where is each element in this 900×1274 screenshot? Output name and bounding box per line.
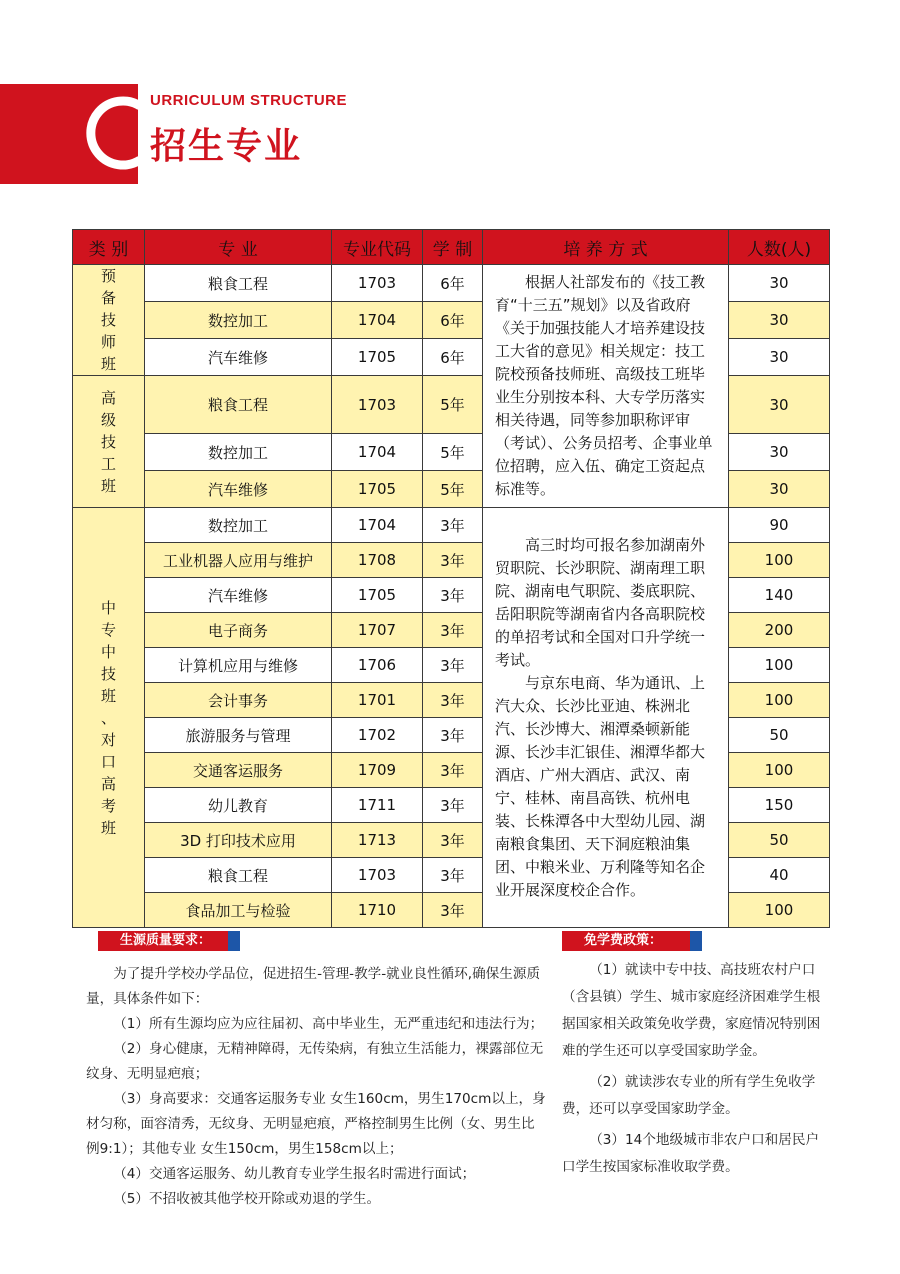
policy-item: （3）14个地级城市非农户口和居民户口学生按国家标准收取学费。 [562,1132,820,1175]
count-cell: 30 [729,302,830,339]
category-cell [73,376,145,508]
years-cell: 6年 [423,265,483,302]
count-cell: 100 [729,683,830,718]
years-cell: 5年 [423,471,483,508]
quality-requirements [86,962,546,1212]
quality-item: （4）交通客运服务、幼儿教育专业学生报名时需进行面试； [113,1166,476,1182]
code-cell: 1713 [332,823,423,858]
years-cell: 3年 [423,683,483,718]
policy-section-label [562,931,708,951]
curriculum-structure-title: URRICULUM STRUCTURE [150,92,347,109]
major-cell: 汽车维修 [145,339,332,376]
quality-label-text: 生源质量要求： [98,931,228,951]
major-cell: 会计事务 [145,683,332,718]
count-cell: 100 [729,543,830,578]
category-cell [73,265,145,376]
header-category: 类 别 [73,230,145,265]
code-cell: 1705 [332,471,423,508]
major-cell: 汽车维修 [145,471,332,508]
method-text-1: 根据人社部发布的《技工教育“十三五”规划》以及省政府《关于加强技能人才培养建设技工大省的意见》相关规定：技工院校预备技师班、高级技工班毕业生分别按本科、大专学历落实相关待遇，同等参加职称评审（考试）、公务员招考、企事业单位招聘，应入伍、确定工资起点标准等。 [495,273,713,498]
count-cell: 30 [729,339,830,376]
years-cell: 3年 [423,718,483,753]
header-count: 人数(人) [729,230,830,265]
count-cell: 30 [729,376,830,434]
major-cell: 计算机应用与维修 [145,648,332,683]
count-cell: 100 [729,753,830,788]
code-cell: 1704 [332,434,423,471]
years-cell: 3年 [423,788,483,823]
majors-table [72,229,830,928]
code-cell: 1704 [332,508,423,543]
code-cell: 1701 [332,683,423,718]
header-major: 专 业 [145,230,332,265]
method-text-2a: 高三时均可报名参加湖南外贸职院、长沙职院、湖南理工职院、湖南电气职院、娄底职院、岳阳职院等湖南省内各高职院校的单招考试和全国对口升学统一考试。 [495,535,706,669]
count-cell: 140 [729,578,830,613]
count-cell: 100 [729,648,830,683]
major-cell: 粮食工程 [145,376,332,434]
quality-item: （5）不招收被其他学校开除或劝退的学生。 [113,1191,381,1207]
code-cell: 1703 [332,376,423,434]
years-cell: 3年 [423,508,483,543]
code-cell: 1704 [332,302,423,339]
label-accent [690,931,702,951]
years-cell: 3年 [423,858,483,893]
major-cell: 电子商务 [145,613,332,648]
major-cell: 旅游服务与管理 [145,718,332,753]
years-cell: 6年 [423,302,483,339]
category-label: 预 备 技 师 班 [100,267,116,373]
major-cell: 3D 打印技术应用 [145,823,332,858]
count-cell: 50 [729,823,830,858]
count-cell: 200 [729,613,830,648]
method-cell-2 [483,508,729,928]
label-accent [228,931,240,951]
count-cell: 90 [729,508,830,543]
page-title: 招生专业 [150,126,303,167]
policy-label-text: 免学费政策： [562,931,690,951]
code-cell: 1710 [332,893,423,928]
code-cell: 1706 [332,648,423,683]
policy-item: （2）就读涉农专业的所有学生免收学费，还可以享受国家助学金。 [562,1074,816,1117]
quality-section-label [98,931,244,951]
category-cell [73,508,145,928]
curriculum-c-logo [78,92,160,174]
code-cell: 1703 [332,265,423,302]
count-cell: 30 [729,434,830,471]
years-cell: 6年 [423,339,483,376]
quality-item: （1）所有生源均应为应往届初、高中毕业生，无严重违纪和违法行为； [113,1016,544,1032]
years-cell: 3年 [423,578,483,613]
count-cell: 30 [729,471,830,508]
major-cell: 数控加工 [145,508,332,543]
header-code: 专业代码 [332,230,423,265]
code-cell: 1707 [332,613,423,648]
category-label: 高 级 技 工 班 [100,388,116,495]
header-method: 培 养 方 式 [483,230,729,265]
years-cell: 3年 [423,543,483,578]
count-cell: 40 [729,858,830,893]
code-cell: 1709 [332,753,423,788]
years-cell: 5年 [423,376,483,434]
code-cell: 1703 [332,858,423,893]
major-cell: 工业机器人应用与维护 [145,543,332,578]
quality-item: （3）身高要求：交通客运服务专业 女生160cm，男生170cm以上，身材匀称，面容清秀，无纹身、无明显疤痕，严格控制男生比例（女、男生比例9:1）；其他专业 女生150cm，男生158cm以上； [86,1091,546,1157]
major-cell: 数控加工 [145,302,332,339]
years-cell: 3年 [423,613,483,648]
count-cell: 50 [729,718,830,753]
table-header-row [73,230,830,265]
major-cell: 食品加工与检验 [145,893,332,928]
count-cell: 30 [729,265,830,302]
code-cell: 1711 [332,788,423,823]
method-text-2b: 与京东电商、华为通讯、上汽大众、长沙比亚迪、株洲北汽、长沙博大、湘潭桑顿新能源、长沙丰汇银佳、湘潭华都大酒店、广州大酒店、武汉、南宁、桂林、南昌高铁、杭州电装、长株潭各中大型幼儿园、湖南粮食集团、天下洞庭粮油集团、中粮米业、万利隆等知名企业开展深度校企合作。 [495,673,706,899]
major-cell: 数控加工 [145,434,332,471]
major-cell: 粮食工程 [145,858,332,893]
code-cell: 1705 [332,339,423,376]
quality-item: （2）身心健康，无精神障碍，无传染病，有独立生活能力，裸露部位无纹身、无明显疤痕； [86,1041,544,1082]
policy-item: （1）就读中专中技、高技班农村户口（含县镇）学生、城市家庭经济困难学生根据国家相关政策免收学费，家庭情况特别困难的学生还可以享受国家助学金。 [562,962,821,1059]
major-cell: 交通客运服务 [145,753,332,788]
count-cell: 150 [729,788,830,823]
table-row [73,265,830,302]
years-cell: 3年 [423,648,483,683]
major-cell: 幼儿教育 [145,788,332,823]
method-cell-1 [483,265,729,508]
quality-intro: 为了提升学校办学品位，促进招生-管理-教学-就业良性循环,确保生源质量，具体条件如下： [86,966,541,1007]
years-cell: 3年 [423,823,483,858]
category-label: 中 专 中 技 班 、 对 口 高 考 班 [100,598,116,837]
major-cell: 汽车维修 [145,578,332,613]
years-cell: 5年 [423,434,483,471]
years-cell: 3年 [423,893,483,928]
code-cell: 1705 [332,578,423,613]
years-cell: 3年 [423,753,483,788]
tuition-policy [562,957,832,1181]
code-cell: 1708 [332,543,423,578]
code-cell: 1702 [332,718,423,753]
table-row [73,508,830,543]
count-cell: 100 [729,893,830,928]
header-years: 学 制 [423,230,483,265]
major-cell: 粮食工程 [145,265,332,302]
